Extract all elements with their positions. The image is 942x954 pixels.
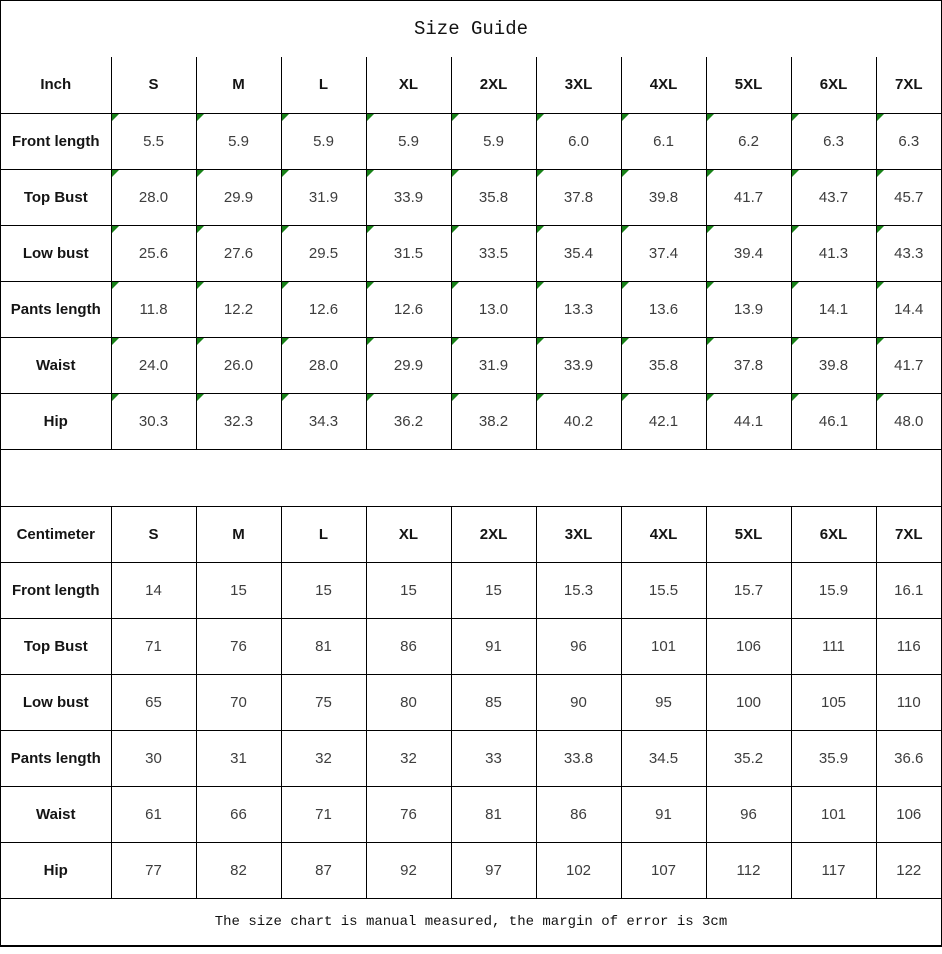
size-value-cell: 46.1 <box>791 393 876 449</box>
size-value-cell: 39.8 <box>621 169 706 225</box>
size-header-cell: 7XL <box>876 506 941 562</box>
row-label-cell: Pants length <box>1 281 111 337</box>
size-value-cell: 5.5 <box>111 113 196 169</box>
size-value-cell: 76 <box>366 786 451 842</box>
centimeter-size-table <box>1 506 941 899</box>
size-value-cell: 40.2 <box>536 393 621 449</box>
row-label-cell: Waist <box>1 337 111 393</box>
title-row <box>1 1 941 57</box>
size-value-cell: 81 <box>281 618 366 674</box>
size-value-cell: 29.9 <box>196 169 281 225</box>
row-label-cell: Top Bust <box>1 169 111 225</box>
size-value-cell: 43.3 <box>876 225 941 281</box>
size-value-cell: 105 <box>791 674 876 730</box>
size-value-cell: 33.9 <box>366 169 451 225</box>
size-value-cell: 86 <box>366 618 451 674</box>
size-value-cell: 117 <box>791 842 876 898</box>
table-row <box>1 281 941 337</box>
size-value-cell: 101 <box>791 786 876 842</box>
size-value-cell: 13.3 <box>536 281 621 337</box>
table-row <box>1 225 941 281</box>
size-value-cell: 41.7 <box>706 169 791 225</box>
table-row <box>1 618 941 674</box>
size-value-cell: 85 <box>451 674 536 730</box>
table-row <box>1 393 941 449</box>
size-value-cell: 5.9 <box>196 113 281 169</box>
table-spacer <box>1 450 941 506</box>
size-value-cell: 61 <box>111 786 196 842</box>
unit-header-cell: Centimeter <box>1 506 111 562</box>
row-label-cell: Low bust <box>1 674 111 730</box>
table-row <box>1 169 941 225</box>
size-value-cell: 106 <box>876 786 941 842</box>
row-label-cell: Front length <box>1 113 111 169</box>
size-value-cell: 81 <box>451 786 536 842</box>
size-value-cell: 32 <box>281 730 366 786</box>
size-value-cell: 6.3 <box>791 113 876 169</box>
size-value-cell: 37.8 <box>536 169 621 225</box>
size-value-cell: 29.9 <box>366 337 451 393</box>
size-header-cell: 3XL <box>536 57 621 113</box>
centimeter-table-body <box>1 562 941 898</box>
size-header-cell: L <box>281 57 366 113</box>
size-value-cell: 37.4 <box>621 225 706 281</box>
size-value-cell: 5.9 <box>366 113 451 169</box>
size-value-cell: 15 <box>451 562 536 618</box>
size-header-cell: 5XL <box>706 506 791 562</box>
size-value-cell: 122 <box>876 842 941 898</box>
size-value-cell: 92 <box>366 842 451 898</box>
size-value-cell: 15 <box>281 562 366 618</box>
size-value-cell: 28.0 <box>111 169 196 225</box>
size-value-cell: 76 <box>196 618 281 674</box>
size-value-cell: 32.3 <box>196 393 281 449</box>
size-value-cell: 100 <box>706 674 791 730</box>
table-row <box>1 730 941 786</box>
size-value-cell: 15.7 <box>706 562 791 618</box>
size-value-cell: 42.1 <box>621 393 706 449</box>
footer-row <box>1 899 941 945</box>
size-header-cell: 3XL <box>536 506 621 562</box>
size-value-cell: 35.4 <box>536 225 621 281</box>
size-value-cell: 15.9 <box>791 562 876 618</box>
size-header-cell: 2XL <box>451 506 536 562</box>
size-value-cell: 33.9 <box>536 337 621 393</box>
centimeter-header-row <box>1 506 941 562</box>
size-value-cell: 15.3 <box>536 562 621 618</box>
size-value-cell: 33.8 <box>536 730 621 786</box>
size-value-cell: 33.5 <box>451 225 536 281</box>
size-value-cell: 14.1 <box>791 281 876 337</box>
size-value-cell: 65 <box>111 674 196 730</box>
size-value-cell: 5.9 <box>281 113 366 169</box>
size-value-cell: 29.5 <box>281 225 366 281</box>
inch-header-row <box>1 57 941 113</box>
size-value-cell: 71 <box>111 618 196 674</box>
size-value-cell: 43.7 <box>791 169 876 225</box>
size-value-cell: 35.9 <box>791 730 876 786</box>
unit-header-cell: Inch <box>1 57 111 113</box>
size-value-cell: 106 <box>706 618 791 674</box>
inch-table-body <box>1 113 941 449</box>
size-header-cell: 6XL <box>791 57 876 113</box>
size-value-cell: 31.9 <box>451 337 536 393</box>
size-value-cell: 80 <box>366 674 451 730</box>
size-value-cell: 37.8 <box>706 337 791 393</box>
size-value-cell: 96 <box>536 618 621 674</box>
row-label-cell: Low bust <box>1 225 111 281</box>
size-value-cell: 30 <box>111 730 196 786</box>
size-value-cell: 36.6 <box>876 730 941 786</box>
size-value-cell: 66 <box>196 786 281 842</box>
size-value-cell: 30.3 <box>111 393 196 449</box>
footer-note: The size chart is manual measured, the margin of error is 3cm <box>214 913 728 930</box>
size-value-cell: 6.1 <box>621 113 706 169</box>
size-value-cell: 38.2 <box>451 393 536 449</box>
size-value-cell: 82 <box>196 842 281 898</box>
size-value-cell: 5.9 <box>451 113 536 169</box>
size-value-cell: 13.9 <box>706 281 791 337</box>
size-value-cell: 87 <box>281 842 366 898</box>
table-row <box>1 113 941 169</box>
size-header-cell: 2XL <box>451 57 536 113</box>
inch-size-table <box>1 57 941 450</box>
size-value-cell: 34.5 <box>621 730 706 786</box>
size-value-cell: 31.9 <box>281 169 366 225</box>
size-value-cell: 14 <box>111 562 196 618</box>
size-value-cell: 36.2 <box>366 393 451 449</box>
size-value-cell: 27.6 <box>196 225 281 281</box>
size-value-cell: 14.4 <box>876 281 941 337</box>
size-value-cell: 116 <box>876 618 941 674</box>
size-value-cell: 97 <box>451 842 536 898</box>
size-value-cell: 12.2 <box>196 281 281 337</box>
size-value-cell: 31 <box>196 730 281 786</box>
size-header-cell: 6XL <box>791 506 876 562</box>
size-value-cell: 44.1 <box>706 393 791 449</box>
size-value-cell: 15 <box>366 562 451 618</box>
table-row <box>1 562 941 618</box>
size-value-cell: 33 <box>451 730 536 786</box>
size-value-cell: 13.6 <box>621 281 706 337</box>
size-value-cell: 35.8 <box>621 337 706 393</box>
size-value-cell: 111 <box>791 618 876 674</box>
size-header-cell: S <box>111 57 196 113</box>
size-value-cell: 13.0 <box>451 281 536 337</box>
size-value-cell: 112 <box>706 842 791 898</box>
row-label-cell: Hip <box>1 842 111 898</box>
size-value-cell: 34.3 <box>281 393 366 449</box>
size-value-cell: 96 <box>706 786 791 842</box>
size-value-cell: 25.6 <box>111 225 196 281</box>
size-value-cell: 102 <box>536 842 621 898</box>
table-row <box>1 842 941 898</box>
size-value-cell: 48.0 <box>876 393 941 449</box>
size-value-cell: 11.8 <box>111 281 196 337</box>
size-value-cell: 24.0 <box>111 337 196 393</box>
size-value-cell: 12.6 <box>281 281 366 337</box>
size-value-cell: 6.2 <box>706 113 791 169</box>
size-value-cell: 90 <box>536 674 621 730</box>
size-header-cell: 4XL <box>621 57 706 113</box>
size-value-cell: 107 <box>621 842 706 898</box>
row-label-cell: Hip <box>1 393 111 449</box>
size-value-cell: 12.6 <box>366 281 451 337</box>
size-value-cell: 28.0 <box>281 337 366 393</box>
size-value-cell: 15.5 <box>621 562 706 618</box>
row-label-cell: Front length <box>1 562 111 618</box>
size-header-cell: L <box>281 506 366 562</box>
size-value-cell: 35.2 <box>706 730 791 786</box>
size-value-cell: 75 <box>281 674 366 730</box>
size-header-cell: S <box>111 506 196 562</box>
size-value-cell: 6.0 <box>536 113 621 169</box>
size-value-cell: 86 <box>536 786 621 842</box>
size-header-cell: 4XL <box>621 506 706 562</box>
size-value-cell: 15 <box>196 562 281 618</box>
page-title: Size Guide <box>413 18 529 40</box>
size-value-cell: 6.3 <box>876 113 941 169</box>
size-value-cell: 39.4 <box>706 225 791 281</box>
row-label-cell: Top Bust <box>1 618 111 674</box>
size-value-cell: 45.7 <box>876 169 941 225</box>
size-value-cell: 71 <box>281 786 366 842</box>
size-value-cell: 32 <box>366 730 451 786</box>
size-header-cell: M <box>196 506 281 562</box>
size-value-cell: 41.3 <box>791 225 876 281</box>
size-value-cell: 91 <box>621 786 706 842</box>
row-label-cell: Waist <box>1 786 111 842</box>
table-row <box>1 674 941 730</box>
table-row <box>1 786 941 842</box>
size-value-cell: 101 <box>621 618 706 674</box>
size-header-cell: XL <box>366 57 451 113</box>
size-value-cell: 91 <box>451 618 536 674</box>
size-header-cell: 5XL <box>706 57 791 113</box>
size-value-cell: 31.5 <box>366 225 451 281</box>
size-header-cell: M <box>196 57 281 113</box>
size-value-cell: 110 <box>876 674 941 730</box>
size-value-cell: 16.1 <box>876 562 941 618</box>
size-value-cell: 39.8 <box>791 337 876 393</box>
size-value-cell: 70 <box>196 674 281 730</box>
table-row <box>1 337 941 393</box>
size-value-cell: 77 <box>111 842 196 898</box>
size-value-cell: 26.0 <box>196 337 281 393</box>
size-value-cell: 95 <box>621 674 706 730</box>
size-header-cell: XL <box>366 506 451 562</box>
size-value-cell: 35.8 <box>451 169 536 225</box>
row-label-cell: Pants length <box>1 730 111 786</box>
size-value-cell: 41.7 <box>876 337 941 393</box>
size-header-cell: 7XL <box>876 57 941 113</box>
